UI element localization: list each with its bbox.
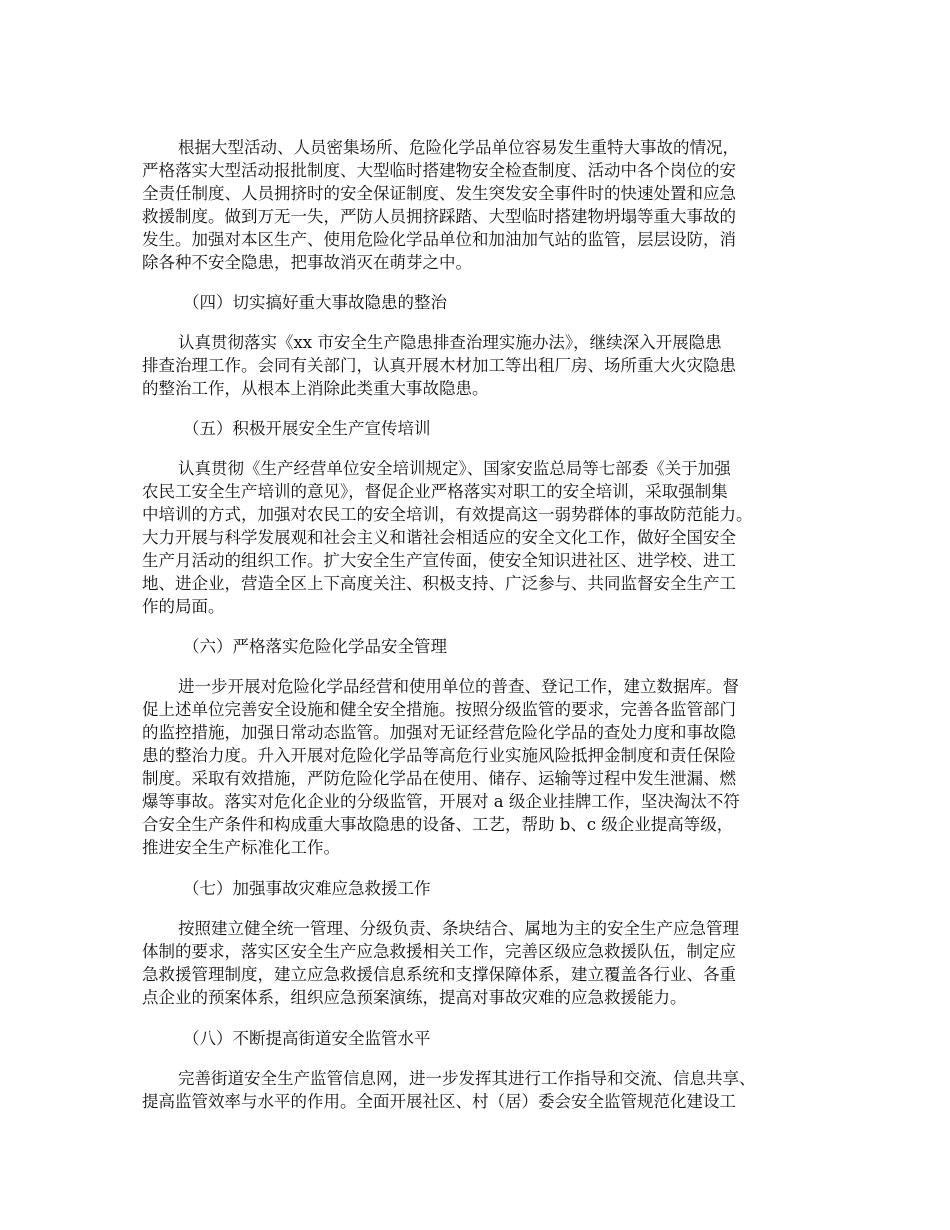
- paragraph-3-line-6: 地、进企业，营造全区上下高度关注、积极支持、广泛参与、共同监督安全生产工: [142, 574, 736, 593]
- paragraph-3-line-7: 作的局面。: [142, 597, 225, 616]
- paragraph-4-line-8: 推进安全生产标准化工作。: [142, 838, 340, 857]
- section-heading-5: （五）积极开展安全生产宣传培训: [183, 419, 431, 438]
- paragraph-4-line-7: 合安全生产条件和构成重大事故隐患的设备、工艺，帮助 b、c 级企业提高等级，: [142, 815, 734, 834]
- paragraph-1-line-6: 除各种不安全隐患，把事故消灭在萌芽之中。: [142, 253, 472, 272]
- paragraph-5-line-3: 急救援管理制度，建立应急救援信息系统和支撑保障体系，建立覆盖各行业、各重: [142, 965, 736, 984]
- paragraph-1-line-1: 根据大型活动、人员密集场所、危险化学品单位容易发生重特大事故的情况，: [178, 138, 739, 157]
- paragraph-1-line-2: 严格落实大型活动报批制度、大型临时搭建物安全检查制度、活动中各个岗位的安: [142, 161, 736, 180]
- paragraph-3-line-5: 生产月活动的组织工作。扩大安全生产宣传面，使安全知识进社区、进学校、进工: [142, 551, 736, 570]
- paragraph-4-line-3: 的监控措施，加强日常动态监管。加强对无证经营危险化学品的查处力度和事故隐: [142, 723, 736, 742]
- paragraph-2-line-1: 认真贯彻落实《xx 市安全生产隐患排查治理实施办法》，继续深入开展隐患: [178, 333, 722, 352]
- paragraph-2-line-3: 的整治工作，从根本上消除此类重大事故隐患。: [142, 379, 489, 398]
- section-heading-4: （四）切实搞好重大事故隐患的整治: [183, 293, 447, 312]
- paragraph-1-line-3: 全责任制度、人员拥挤时的安全保证制度、发生突发安全事件时的快速处置和应急: [142, 184, 736, 203]
- paragraph-5-line-1: 按照建立健全统一管理、分级负责、条块结合、属地为主的安全生产应急管理: [178, 919, 739, 938]
- paragraph-4-line-6: 爆等事故。落实对危化企业的分级监管，开展对 a 级企业挂牌工作，坚决淘汰不符: [142, 792, 740, 811]
- paragraph-5-line-4: 点企业的预案体系，组织应急预案演练，提高对事故灾难的应急救援能力。: [142, 988, 687, 1007]
- paragraph-1-line-4: 救援制度。做到万无一失，严防人员拥挤踩踏、大型临时搭建物坍塌等重大事故的: [142, 207, 736, 226]
- section-heading-8: （八）不断提高街道安全监管水平: [183, 1029, 431, 1048]
- paragraph-4-line-1: 进一步开展对危险化学品经营和使用单位的普查、登记工作，建立数据库。督: [178, 677, 739, 696]
- paragraph-3-line-3: 中培训的方式，加强对农民工的安全培训，有效提高这一弱势群体的事故防范能力。: [142, 505, 753, 524]
- paragraph-4-line-2: 促上述单位完善安全设施和健全安全措施。按照分级监管的要求，完善各监管部门: [142, 700, 736, 719]
- paragraph-5-line-2: 体制的要求，落实区安全生产应急救援相关工作，完善区级应急救援队伍，制定应: [142, 942, 736, 961]
- paragraph-3-line-1: 认真贯彻《生产经营单位安全培训规定》、国家安监总局等七部委《关于加强: [178, 459, 731, 478]
- paragraph-2-line-2: 排查治理工作。会同有关部门，认真开展木材加工等出租厂房、场所重大火灾隐患: [142, 356, 736, 375]
- paragraph-4-line-4: 患的整治力度。升入开展对危险化学品等高危行业实施风险抵押金制度和责任保险: [142, 746, 736, 765]
- paragraph-6-line-1: 完善街道安全生产监管信息网，进一步发挥其进行工作指导和交流、信息共享、: [178, 1069, 756, 1088]
- section-heading-7: （七）加强事故灾难应急救援工作: [183, 879, 431, 898]
- paragraph-3-line-4: 大力开展与科学发展观和社会主义和谐社会相适应的安全文化工作，做好全国安全: [142, 528, 736, 547]
- paragraph-3-line-2: 农民工安全生产培训的意见》，督促企业严格落实对职工的安全培训，采取强制集: [142, 482, 728, 501]
- paragraph-6-line-2: 提高监管效率与水平的作用。全面开展社区、村（居）委会安全监管规范化建设工: [142, 1092, 736, 1111]
- paragraph-1-line-5: 发生。加强对本区生产、使用危险化学品单位和加油加气站的监管，层层设防，消: [142, 230, 736, 249]
- paragraph-4-line-5: 制度。采取有效措施，严防危险化学品在使用、储存、运输等过程中发生泄漏、燃: [142, 769, 736, 788]
- section-heading-6: （六）严格落实危险化学品安全管理: [183, 637, 447, 656]
